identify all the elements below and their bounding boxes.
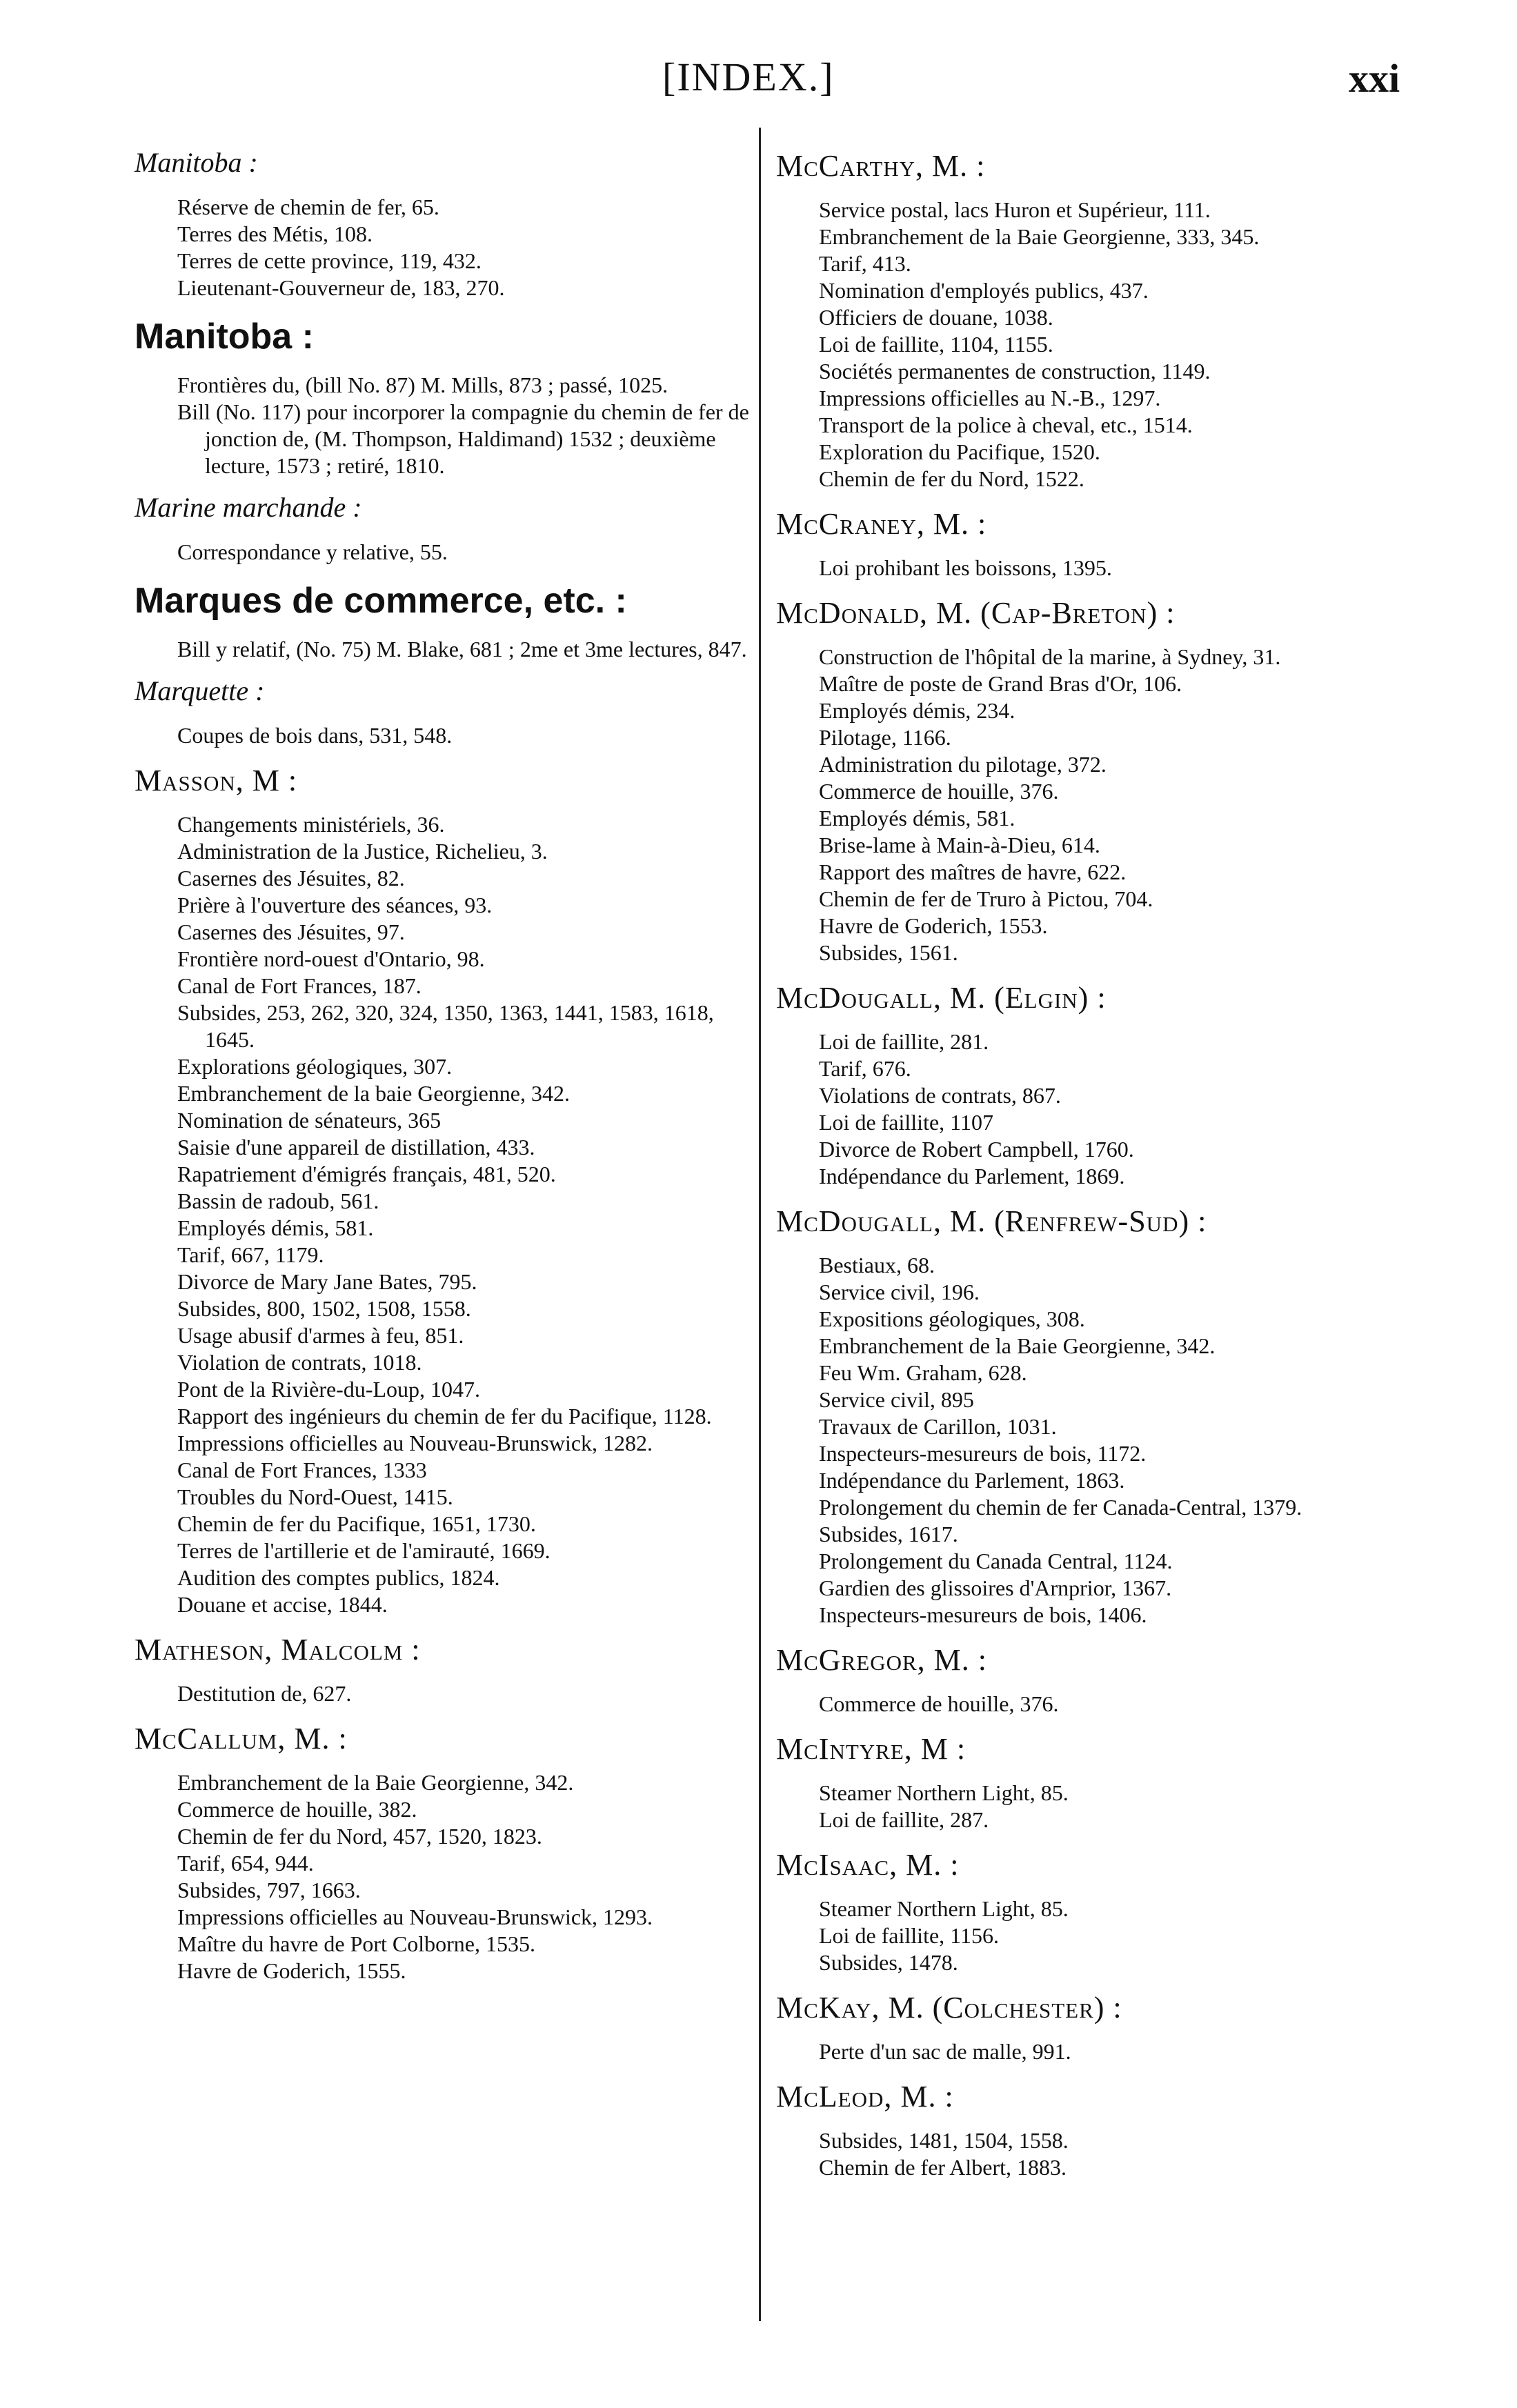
index-entry: Divorce de Mary Jane Bates, 795. bbox=[177, 1269, 477, 1294]
index-heading: McLeod, M. : bbox=[776, 2080, 954, 2113]
index-entry: Sociétés permanentes de construction, 1149. bbox=[819, 359, 1211, 384]
index-entry: Maître du havre de Port Colborne, 1535. bbox=[177, 1931, 535, 1956]
index-entry: Impressions officielles au Nouveau-Brunswick, 1293. bbox=[177, 1904, 653, 1929]
index-section bbox=[128, 762, 755, 1618]
index-entry: Prière à l'ouverture des séances, 93. bbox=[177, 893, 493, 917]
index-section bbox=[128, 1631, 755, 1707]
index-entry: Frontières du, (bill No. 87) M. Mills, 873 ; passé, 1025. bbox=[177, 372, 668, 397]
index-entry: Impressions officielles au Nouveau-Brunswick, 1282. bbox=[177, 1431, 653, 1455]
index-entry: Chemin de fer Albert, 1883. bbox=[819, 2155, 1067, 2180]
index-entry: Subsides, 1561. bbox=[819, 940, 958, 965]
index-heading: McDougall, M. (Elgin) : bbox=[776, 981, 1107, 1015]
index-entry: Embranchement de la baie Georgienne, 342. bbox=[177, 1081, 570, 1106]
index-entry: Coupes de bois dans, 531, 548. bbox=[177, 723, 453, 748]
index-heading: McCraney, M. : bbox=[776, 507, 987, 541]
index-entry: Pilotage, 1166. bbox=[819, 725, 951, 750]
index-entry: Subsides, 1617. bbox=[819, 1522, 958, 1546]
index-entry: Administration de la Justice, Richelieu, 3. bbox=[177, 839, 548, 864]
index-heading: McCarthy, M. : bbox=[776, 149, 986, 183]
index-entry: Feu Wm. Graham, 628. bbox=[819, 1360, 1027, 1385]
index-entry-list bbox=[128, 194, 755, 301]
index-entry: Chemin de fer de Truro à Pictou, 704. bbox=[819, 886, 1153, 911]
index-heading: McIntyre, M : bbox=[776, 1732, 966, 1766]
index-entry: Indépendance du Parlement, 1863. bbox=[819, 1468, 1125, 1493]
index-section bbox=[769, 979, 1390, 1190]
index-section bbox=[769, 505, 1390, 581]
index-heading: Manitoba : bbox=[135, 317, 314, 357]
index-entry: Transport de la police à cheval, etc., 1514. bbox=[819, 412, 1193, 437]
index-entry-list bbox=[769, 2127, 1390, 2181]
index-entry: Rapport des ingénieurs du chemin de fer du Pacifique, 1128. bbox=[177, 1404, 712, 1429]
index-entry: Loi de faillite, 281. bbox=[819, 1029, 989, 1054]
index-entry: Service postal, lacs Huron et Supérieur, 111. bbox=[819, 197, 1211, 222]
index-heading: Marques de commerce, etc. : bbox=[135, 581, 627, 621]
index-entry: Maître de poste de Grand Bras d'Or, 106. bbox=[819, 671, 1182, 696]
index-entry: Tarif, 676. bbox=[819, 1056, 911, 1081]
index-entry: Havre de Goderich, 1555. bbox=[177, 1958, 406, 1983]
index-entry: Steamer Northern Light, 85. bbox=[819, 1896, 1069, 1921]
column-divider bbox=[759, 128, 761, 2321]
index-section bbox=[128, 673, 755, 749]
index-section bbox=[128, 314, 755, 479]
index-entry: Steamer Northern Light, 85. bbox=[819, 1780, 1069, 1805]
index-entry: Réserve de chemin de fer, 65. bbox=[177, 195, 439, 219]
index-entry: Brise-lame à Main-à-Dieu, 614. bbox=[819, 833, 1100, 857]
index-entry: Destitution de, 627. bbox=[177, 1681, 352, 1706]
index-entry: Bestiaux, 68. bbox=[819, 1253, 935, 1277]
index-entry: Rapport des maîtres de havre, 622. bbox=[819, 859, 1127, 884]
index-heading: McIsaac, M. : bbox=[776, 1848, 960, 1882]
index-entry: Saisie d'une appareil de distillation, 433. bbox=[177, 1135, 535, 1160]
index-section bbox=[769, 594, 1390, 966]
index-entry: Rapatriement d'émigrés français, 481, 520. bbox=[177, 1162, 556, 1186]
index-entry: Expositions géologiques, 308. bbox=[819, 1306, 1085, 1331]
index-heading: McGregor, M. : bbox=[776, 1643, 987, 1677]
index-entry: Explorations géologiques, 307. bbox=[177, 1054, 453, 1079]
index-column-left bbox=[128, 135, 755, 1993]
index-section bbox=[128, 578, 755, 663]
page-number: xxi bbox=[1349, 56, 1400, 101]
index-entry-list bbox=[128, 1769, 755, 1984]
index-section bbox=[769, 147, 1390, 492]
index-entry: Indépendance du Parlement, 1869. bbox=[819, 1164, 1125, 1188]
index-heading: Manitoba : bbox=[135, 147, 258, 178]
index-entry: Bill (No. 117) pour incorporer la compagnie du chemin de fer de jonction de, (M. Thompson, Haldimand) 1532 ; deuxième lecture, 1573 ; retiré, 1810. bbox=[177, 399, 749, 478]
index-entry: Inspecteurs-mesureurs de bois, 1406. bbox=[819, 1602, 1147, 1627]
index-entry: Employés démis, 581. bbox=[819, 806, 1015, 830]
index-entry: Terres des Métis, 108. bbox=[177, 221, 373, 246]
index-entry-list bbox=[769, 644, 1390, 966]
index-entry: Loi de faillite, 287. bbox=[819, 1807, 989, 1832]
index-section bbox=[769, 1641, 1390, 1718]
index-entry-list bbox=[769, 1780, 1390, 1833]
index-entry: Casernes des Jésuites, 97. bbox=[177, 919, 405, 944]
index-entry: Usage abusif d'armes à feu, 851. bbox=[177, 1323, 464, 1348]
index-entry: Tarif, 413. bbox=[819, 251, 911, 276]
index-entry-list bbox=[769, 1252, 1390, 1629]
index-entry: Bassin de radoub, 561. bbox=[177, 1188, 379, 1213]
index-entry: Tarif, 667, 1179. bbox=[177, 1242, 324, 1267]
index-entry: Embranchement de la Baie Georgienne, 342. bbox=[819, 1333, 1216, 1358]
index-entry: Commerce de houille, 376. bbox=[819, 779, 1059, 804]
index-entry: Commerce de houille, 376. bbox=[819, 1691, 1059, 1716]
index-entry: Administration du pilotage, 372. bbox=[819, 752, 1107, 777]
index-section bbox=[128, 144, 755, 301]
index-entry: Frontière nord-ouest d'Ontario, 98. bbox=[177, 946, 485, 971]
index-entry-list bbox=[128, 539, 755, 566]
index-entry: Loi de faillite, 1104, 1155. bbox=[819, 332, 1053, 357]
index-entry: Nomination de sénateurs, 365 bbox=[177, 1108, 442, 1133]
index-heading: McKay, M. (Colchester) : bbox=[776, 1991, 1122, 2024]
index-entry: Loi de faillite, 1156. bbox=[819, 1923, 999, 1948]
index-entry: Audition des comptes publics, 1824. bbox=[177, 1565, 500, 1590]
index-heading: Matheson, Malcolm : bbox=[135, 1633, 421, 1666]
index-entry: Loi prohibant les boissons, 1395. bbox=[819, 555, 1112, 580]
index-entry: Service civil, 196. bbox=[819, 1280, 980, 1304]
index-section bbox=[769, 1730, 1390, 1833]
index-section bbox=[769, 1846, 1390, 1976]
index-entry: Nomination d'employés publics, 437. bbox=[819, 278, 1149, 303]
index-heading: Marquette : bbox=[135, 675, 265, 706]
index-entry: Subsides, 1478. bbox=[819, 1950, 958, 1975]
index-entry: Canal de Fort Frances, 1333 bbox=[177, 1457, 427, 1482]
index-entry: Chemin de fer du Nord, 457, 1520, 1823. bbox=[177, 1824, 542, 1849]
index-entry: Travaux de Carillon, 1031. bbox=[819, 1414, 1057, 1439]
index-entry: Havre de Goderich, 1553. bbox=[819, 913, 1048, 938]
index-entry: Exploration du Pacifique, 1520. bbox=[819, 439, 1100, 464]
index-entry: Terres de cette province, 119, 432. bbox=[177, 248, 482, 273]
index-section bbox=[128, 489, 755, 566]
index-entry-list bbox=[128, 811, 755, 1618]
index-column-right bbox=[769, 135, 1390, 2189]
index-entry: Troubles du Nord-Ouest, 1415. bbox=[177, 1484, 453, 1509]
index-entry: Commerce de houille, 382. bbox=[177, 1797, 417, 1822]
index-entry-list bbox=[769, 1028, 1390, 1190]
index-entry: Embranchement de la Baie Georgienne, 333, 345. bbox=[819, 224, 1260, 249]
index-entry: Loi de faillite, 1107 bbox=[819, 1110, 993, 1135]
index-entry-list bbox=[128, 722, 755, 749]
index-entry: Chemin de fer du Pacifique, 1651, 1730. bbox=[177, 1511, 536, 1536]
index-entry: Subsides, 253, 262, 320, 324, 1350, 1363, 1441, 1583, 1618, 1645. bbox=[177, 1000, 714, 1052]
index-entry-list bbox=[128, 636, 755, 663]
index-entry: Changements ministériels, 36. bbox=[177, 812, 445, 837]
index-entry: Violation de contrats, 1018. bbox=[177, 1350, 422, 1375]
index-entry: Violations de contrats, 867. bbox=[819, 1083, 1061, 1108]
index-entry: Casernes des Jésuites, 82. bbox=[177, 866, 405, 890]
index-entry: Officiers de douane, 1038. bbox=[819, 305, 1053, 330]
index-section bbox=[769, 1202, 1390, 1629]
index-entry: Subsides, 1481, 1504, 1558. bbox=[819, 2128, 1069, 2153]
index-section bbox=[769, 2078, 1390, 2181]
index-entry: Terres de l'artillerie et de l'amirauté, 1669. bbox=[177, 1538, 551, 1563]
index-entry-list bbox=[769, 2038, 1390, 2065]
index-heading: McDougall, M. (Renfrew-Sud) : bbox=[776, 1204, 1207, 1238]
index-entry: Canal de Fort Frances, 187. bbox=[177, 973, 422, 998]
index-entry: Divorce de Robert Campbell, 1760. bbox=[819, 1137, 1134, 1162]
index-entry: Gardien des glissoires d'Arnprior, 1367. bbox=[819, 1575, 1172, 1600]
index-entry-list bbox=[769, 1895, 1390, 1976]
page-header-title: [INDEX.] bbox=[662, 54, 835, 99]
index-entry: Service civil, 895 bbox=[819, 1387, 974, 1412]
index-entry: Prolongement du Canada Central, 1124. bbox=[819, 1549, 1173, 1573]
index-heading: McCallum, M. : bbox=[135, 1722, 348, 1755]
index-entry: Prolongement du chemin de fer Canada-Central, 1379. bbox=[819, 1495, 1302, 1520]
index-entry: Bill y relatif, (No. 75) M. Blake, 681 ; 2me et 3me lectures, 847. bbox=[177, 637, 747, 661]
index-section bbox=[128, 1720, 755, 1984]
index-entry: Inspecteurs-mesureurs de bois, 1172. bbox=[819, 1441, 1147, 1466]
index-entry: Employés démis, 234. bbox=[819, 698, 1015, 723]
index-entry: Correspondance y relative, 55. bbox=[177, 539, 448, 564]
index-entry: Lieutenant-Gouverneur de, 183, 270. bbox=[177, 275, 505, 300]
index-section bbox=[769, 1989, 1390, 2065]
index-entry-list bbox=[128, 372, 755, 479]
index-entry-list bbox=[769, 197, 1390, 492]
index-heading: Marine marchande : bbox=[135, 492, 362, 523]
index-entry-list bbox=[769, 555, 1390, 581]
index-heading: Masson, M : bbox=[135, 764, 298, 797]
index-entry: Construction de l'hôpital de la marine, à Sydney, 31. bbox=[819, 644, 1281, 669]
index-entry: Chemin de fer du Nord, 1522. bbox=[819, 466, 1084, 491]
index-entry: Subsides, 797, 1663. bbox=[177, 1878, 361, 1902]
index-entry-list bbox=[769, 1691, 1390, 1718]
index-entry: Tarif, 654, 944. bbox=[177, 1851, 314, 1875]
index-entry: Employés démis, 581. bbox=[177, 1215, 374, 1240]
index-entry: Douane et accise, 1844. bbox=[177, 1592, 388, 1617]
index-entry-list bbox=[128, 1680, 755, 1707]
index-entry: Pont de la Rivière-du-Loup, 1047. bbox=[177, 1377, 481, 1402]
index-entry: Impressions officielles au N.-B., 1297. bbox=[819, 386, 1161, 410]
index-heading: McDonald, M. (Cap-Breton) : bbox=[776, 596, 1176, 630]
index-entry: Embranchement de la Baie Georgienne, 342. bbox=[177, 1770, 574, 1795]
index-entry: Perte d'un sac de malle, 991. bbox=[819, 2039, 1071, 2064]
index-entry: Subsides, 800, 1502, 1508, 1558. bbox=[177, 1296, 471, 1321]
